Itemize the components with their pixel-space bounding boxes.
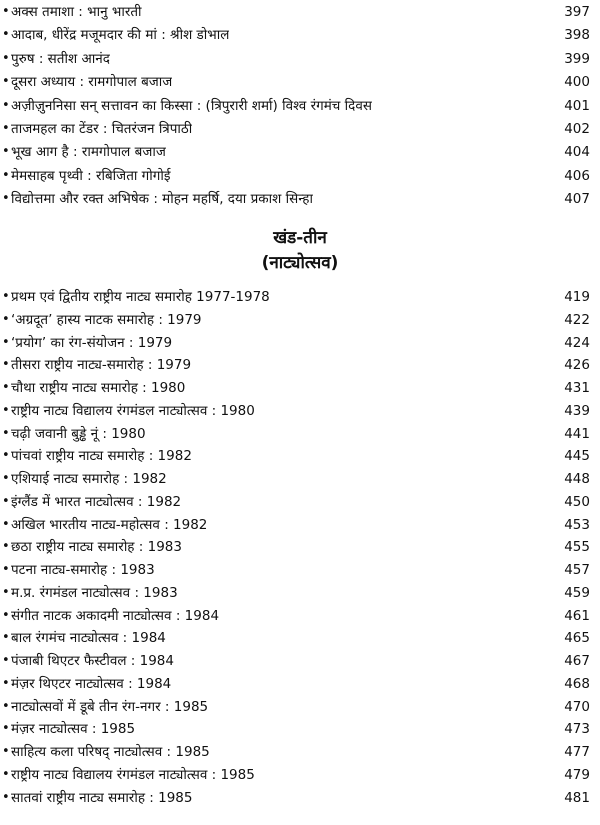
toc-entry [0,95,600,117]
toc-entry-title: संगीत नाटक अकादमी नाट्योत्सव : 1984 [11,607,220,624]
bullet-icon: • [2,144,10,160]
toc-entry-title: आदाब, धीरेंद्र मजूमदार की मां : श्रीश डोभाल [11,27,230,44]
toc-entry-page: 470 [564,698,590,715]
toc-entry-page: 399 [564,50,590,67]
toc-entry-page: 467 [564,653,590,669]
toc-entry [0,423,600,445]
toc-entry-title: अक्स तमाशा : भानु भारती [11,4,142,20]
toc-entry [0,536,600,558]
bullet-icon: • [2,425,10,441]
bullet-icon: • [2,334,10,350]
toc-entry-page: 481 [564,789,590,806]
bullet-icon: • [2,471,10,486]
toc-entry-page: 400 [564,74,590,91]
toc-entry [0,605,600,627]
toc-entry-title: चढ़ी जवानी बुड्ढे नूं : 1980 [11,425,146,442]
toc-entry-page: 401 [564,97,590,114]
toc-entry-title: पंजाबी थिएटर फैस्टीवल : 1984 [11,653,174,669]
toc-entry-page: 473 [564,721,590,738]
toc-entry-page: 450 [564,493,590,510]
toc-entry-title: पटना नाट्य-समारोह : 1983 [11,562,155,578]
toc-entry [0,764,600,786]
bullet-icon: • [2,191,10,207]
toc-entry-title: बाल रंगमंच नाट्योत्सव : 1984 [11,630,166,647]
toc-entry [0,332,600,354]
toc-entry-page: 479 [564,766,590,783]
toc-entry [0,24,600,46]
toc-entry [0,627,600,649]
toc-entry [0,787,600,809]
toc-entry-page: 465 [564,630,590,647]
bullet-icon: • [2,167,10,183]
section-heading-title: खंड-तीन [273,228,327,248]
toc-entry-title: ताजमहल का टेंडर : चितरंजन त्रिपाठी [11,121,193,137]
toc-entry [0,354,600,376]
toc-entry [0,188,600,210]
toc-entry-page: 404 [564,144,590,161]
toc-entry [0,650,600,672]
toc-entry-page: 439 [564,402,590,419]
toc-entry-page: 461 [564,607,590,624]
toc-entry [0,141,600,163]
toc-entry-title: चौथा राष्ट्रीय नाट्य समारोह : 1980 [11,380,186,396]
bullet-icon: • [2,380,10,395]
toc-entry-title: एशियाई नाट्य समारोह : 1982 [11,471,167,487]
toc-entry-page: 431 [564,380,590,396]
bullet-icon: • [2,74,10,90]
toc-entry [0,741,600,763]
toc-entry-title: दूसरा अध्याय : रामगोपाल बजाज [11,74,173,91]
toc-entry-title: मंज़र नाट्योत्सव : 1985 [11,721,136,738]
bullet-icon: • [2,448,10,464]
toc-entry [0,468,600,490]
bullet-icon: • [2,50,10,66]
toc-entry-page: 457 [564,562,590,578]
bullet-icon: • [2,653,10,668]
bullet-icon: • [2,766,10,782]
toc-entry-page: 477 [564,744,590,760]
toc-entry [0,309,600,331]
section-heading-subtitle: (नाट्योत्सव) [261,253,339,273]
toc-entry [0,491,600,513]
bullet-icon: • [2,562,10,577]
toc-entry [0,400,600,422]
toc-entry-title: भूख आग है : रामगोपाल बजाज [11,144,166,161]
bullet-icon: • [2,516,10,532]
toc-entry-title: ‘अग्रदूत’ हास्य नाटक समारोह : 1979 [11,311,202,328]
toc-entry-page: 441 [564,425,590,442]
toc-entry-page: 402 [564,121,590,137]
toc-entry [0,118,600,140]
toc-entry-page: 422 [564,311,590,328]
bullet-icon: • [2,357,10,373]
toc-entry [0,673,600,695]
toc-entry-title: विद्योत्तमा और रक्त अभिषेक : मोहन महर्षि, दया प्रकाश सिन्हा [11,191,313,208]
toc-entry [0,71,600,93]
bullet-icon: • [2,698,10,714]
toc-entry-title: साहित्य कला परिषद् नाट्योत्सव : 1985 [11,744,210,760]
bullet-icon: • [2,121,10,136]
toc-entry-page: 406 [564,167,590,184]
toc-entry-page: 448 [564,471,590,487]
bullet-icon: • [2,311,10,327]
toc-entry [0,1,600,23]
toc-entry-title: इंग्लैंड में भारत नाट्योत्सव : 1982 [11,493,182,510]
bullet-icon: • [2,675,10,691]
toc-entry-page: 445 [564,448,590,465]
toc-entry-title: अज़ीज़ुननिसा सन् सत्तावन का किस्सा : (त्रिपुरारी शर्मा) विश्व रंगमंच दिवस [11,97,372,114]
toc-entry-title: छठा राष्ट्रीय नाट्य समारोह : 1983 [11,539,182,556]
bullet-icon: • [2,289,10,304]
toc-entry-title: राष्ट्रीय नाट्य विद्यालय रंगमंडल नाट्योत्सव : 1985 [11,766,255,783]
toc-entry [0,48,600,70]
toc-entry [0,445,600,467]
toc-entry [0,286,600,308]
bullet-icon: • [2,402,10,418]
bullet-icon: • [2,4,10,19]
toc-entry-title: म.प्र. रंगमंडल नाट्योत्सव : 1983 [11,584,178,601]
toc-entry-page: 398 [564,27,590,44]
toc-entry-page: 468 [564,675,590,692]
bullet-icon: • [2,607,10,623]
bullet-icon: • [2,97,10,113]
toc-entry [0,696,600,718]
toc-entry-page: 424 [564,334,590,351]
bullet-icon: • [2,27,10,43]
toc-entry-title: पुरुष : सतीश आनंद [11,50,110,67]
bullet-icon: • [2,493,10,509]
toc-entry [0,559,600,581]
toc-entry-page: 426 [564,357,590,374]
toc-entry-title: मेमसाहब पृथ्वी : रबिजिता गोगोई [11,167,171,184]
bullet-icon: • [2,584,10,600]
toc-entry-title: मंज़र थिएटर नाट्योत्सव : 1984 [11,675,172,692]
toc-entry [0,377,600,399]
toc-entry [0,165,600,187]
toc-entry-title: पांचवां राष्ट्रीय नाट्य समारोह : 1982 [11,448,192,465]
toc-entry-page: 407 [564,191,590,208]
toc-entry [0,582,600,604]
toc-entry-page: 459 [564,584,590,601]
toc-entry-title: प्रथम एवं द्वितीय राष्ट्रीय नाट्य समारोह 1977-1978 [11,289,270,305]
toc-entry-page: 455 [564,539,590,556]
bullet-icon: • [2,630,10,646]
bullet-icon: • [2,789,10,805]
toc-entry-page: 419 [564,289,590,305]
toc-entry [0,514,600,536]
toc-entry-title: ‘प्रयोग’ का रंग-संयोजन : 1979 [11,334,173,351]
toc-entry-title: राष्ट्रीय नाट्य विद्यालय रंगमंडल नाट्योत्सव : 1980 [11,402,255,419]
bullet-icon: • [2,539,10,555]
bullet-icon: • [2,721,10,737]
bullet-icon: • [2,744,10,759]
toc-entry-title: सातवां राष्ट्रीय नाट्य समारोह : 1985 [11,789,193,806]
toc-entry [0,718,600,740]
toc-entry-page: 453 [564,516,590,533]
toc-entry-title: अखिल भारतीय नाट्य-महोत्सव : 1982 [11,516,208,533]
toc-entry-page: 397 [564,4,590,20]
toc-entry-title: नाट्योत्सवों में डूबे तीन रंग-नगर : 1985 [11,698,209,715]
toc-entry-title: तीसरा राष्ट्रीय नाट्य-समारोह : 1979 [11,357,192,374]
